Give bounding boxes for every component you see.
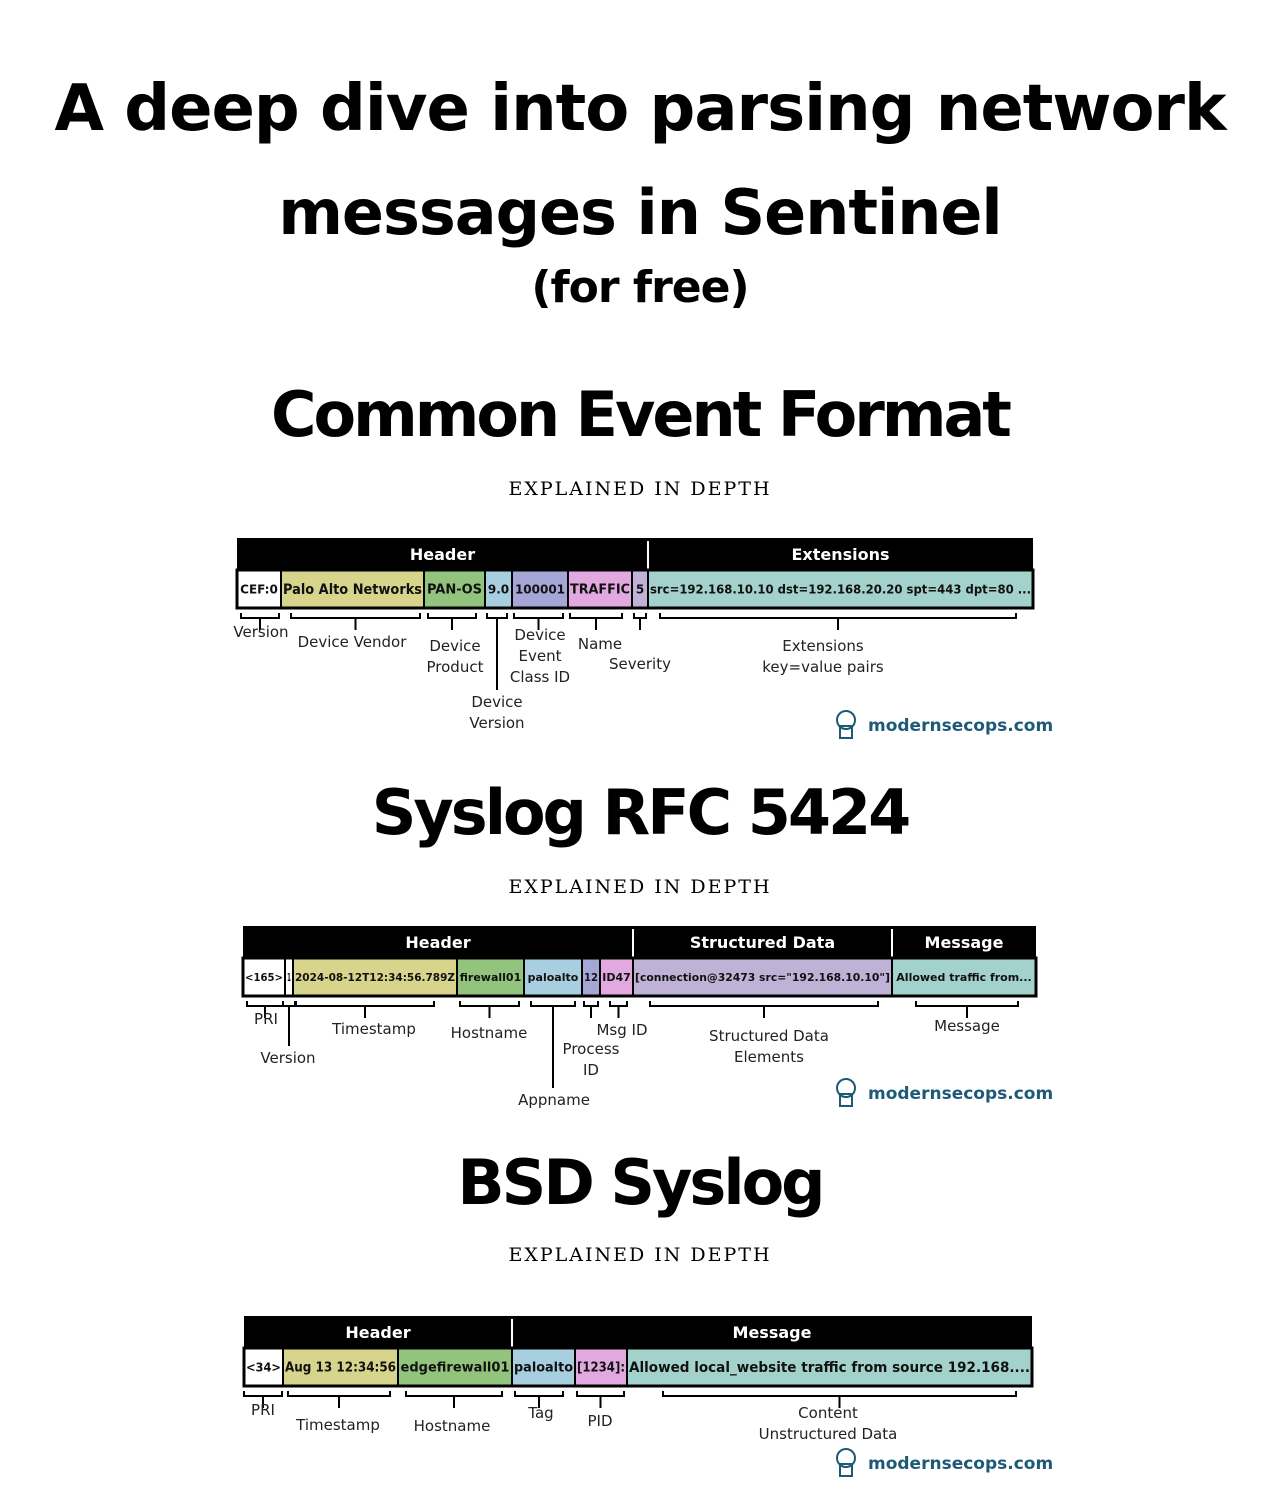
bsd-field-bracket bbox=[244, 1391, 282, 1396]
bsd-field-label: Tag bbox=[528, 1404, 554, 1422]
main-title-line-2: messages in Sentinel bbox=[278, 176, 1002, 249]
cef-field-bracket bbox=[241, 613, 279, 618]
cef-field-value: PAN-OS bbox=[426, 582, 483, 598]
cef-field-value: 100001 bbox=[514, 582, 566, 597]
cef-field-bracket bbox=[660, 613, 1016, 618]
bsd-field-value: paloalto bbox=[514, 1360, 574, 1376]
cef-field-value: Palo Alto Networks bbox=[283, 582, 422, 599]
rfc5424-field-value: paloalto bbox=[527, 970, 579, 984]
bsd-field-value: Allowed local_website traffic from source 192.168.... bbox=[629, 1360, 1030, 1377]
rfc5424-field-bracket bbox=[460, 1001, 519, 1006]
bsd-field-bracket bbox=[577, 1391, 624, 1396]
bsd-diagram bbox=[244, 1316, 1053, 1476]
cef-field-label: Version bbox=[233, 623, 289, 641]
cef-field-value: 5 bbox=[635, 582, 645, 597]
cef-brand-logo bbox=[837, 711, 1053, 738]
rfc5424-field-label: Version bbox=[260, 1049, 316, 1067]
rfc5424-field-value: [connection@32473 src="192.168.10.10"] bbox=[635, 970, 890, 984]
cef-field-bracket bbox=[487, 613, 507, 618]
bsd-field-value: [1234]: bbox=[577, 1360, 625, 1376]
cef-field-bracket bbox=[514, 613, 563, 618]
bsd-section-title: BSD Syslog bbox=[457, 1146, 823, 1219]
rfc5424-section-subtitle: EXPLAINED IN DEPTH bbox=[508, 876, 772, 898]
rfc5424-field-bracket bbox=[296, 1001, 434, 1006]
cef-field-label: Severity bbox=[609, 655, 671, 673]
rfc5424-field-bracket bbox=[610, 1001, 627, 1006]
cef-field-label: Device Vendor bbox=[297, 633, 407, 651]
cef-field-bracket bbox=[291, 613, 420, 618]
bsd-header-label: Header bbox=[345, 1323, 411, 1342]
bsd-field-label: PRI bbox=[251, 1401, 275, 1419]
main-title-line-1: A deep dive into parsing network bbox=[54, 72, 1226, 146]
cef-field-value: 9.0 bbox=[487, 582, 510, 597]
cef-field-bracket bbox=[428, 613, 476, 618]
bsd-field-label: PID bbox=[587, 1412, 613, 1430]
rfc5424-header-label: Structured Data bbox=[689, 933, 836, 952]
cef-field-label: Extensions key=value pairs bbox=[762, 637, 884, 676]
cef-field-label: Device Event Class ID bbox=[509, 626, 571, 686]
rfc5424-field-value: 1 bbox=[287, 970, 291, 984]
rfc5424-field-value: Allowed traffic from... bbox=[896, 970, 1032, 984]
rfc5424-header-label: Header bbox=[405, 933, 471, 952]
bsd-header-label: Message bbox=[732, 1323, 812, 1342]
rfc5424-header-label: Message bbox=[924, 933, 1004, 952]
bsd-field-label: Timestamp bbox=[296, 1416, 380, 1434]
rfc5424-field-bracket bbox=[584, 1001, 598, 1006]
rfc5424-diagram bbox=[243, 926, 1053, 1109]
main-title-line-3: (for free) bbox=[531, 262, 749, 313]
rfc5424-brand-text: modernsecops.com bbox=[868, 1084, 1054, 1104]
cef-field-bracket bbox=[634, 613, 646, 618]
cef-field-label: Device Product bbox=[426, 637, 484, 676]
bsd-field-bracket bbox=[406, 1391, 502, 1396]
rfc5424-field-value: <165> bbox=[245, 970, 283, 984]
rfc5424-field-label: Hostname bbox=[450, 1024, 528, 1042]
bsd-brand-logo bbox=[837, 1449, 1053, 1476]
bsd-field-value: Aug 13 12:34:56 bbox=[285, 1360, 396, 1376]
cef-header-bar bbox=[237, 538, 1033, 570]
rfc5424-field-bracket bbox=[916, 1001, 1018, 1006]
rfc5424-header-bar bbox=[243, 926, 1036, 958]
cef-header-label: Extensions bbox=[791, 545, 890, 564]
rfc5424-field-value: 2024-08-12T12:34:56.789Z bbox=[295, 970, 456, 984]
cef-header-label: Header bbox=[409, 545, 476, 564]
bsd-field-label: Hostname bbox=[413, 1417, 491, 1435]
rfc5424-field-label: Msg ID bbox=[596, 1021, 648, 1039]
cef-field-value: src=192.168.10.10 dst=192.168.20.20 spt=443 dpt=80 ... bbox=[650, 582, 1031, 597]
cef-field-label: Name bbox=[577, 635, 623, 653]
cef-field-value: TRAFFIC bbox=[570, 582, 630, 598]
rfc5424-field-value: firewall01 bbox=[459, 970, 522, 984]
bsd-field-label: Content Unstructured Data bbox=[758, 1404, 898, 1443]
rfc5424-field-label: PRI bbox=[254, 1010, 278, 1028]
rfc5424-field-bracket bbox=[283, 1001, 295, 1006]
cef-diagram bbox=[233, 538, 1053, 738]
cef-section-subtitle: EXPLAINED IN DEPTH bbox=[508, 478, 772, 500]
cef-field-bracket bbox=[570, 613, 622, 618]
rfc5424-brand-logo bbox=[837, 1079, 1053, 1106]
cef-section-title: Common Event Format bbox=[271, 378, 1009, 451]
rfc5424-field-label: Process ID bbox=[562, 1040, 620, 1079]
rfc5424-field-label: Structured Data Elements bbox=[709, 1027, 829, 1066]
bsd-field-bracket bbox=[288, 1391, 390, 1396]
bsd-field-value: <34> bbox=[246, 1360, 281, 1375]
rfc5424-section-title: Syslog RFC 5424 bbox=[371, 776, 909, 849]
rfc5424-field-label: Appname bbox=[518, 1091, 590, 1109]
rfc5424-field-bracket bbox=[650, 1001, 878, 1006]
cef-brand-text: modernsecops.com bbox=[868, 716, 1054, 736]
cef-field-label: Device Version bbox=[469, 693, 525, 732]
bsd-field-bracket bbox=[515, 1391, 563, 1396]
cef-field-value: CEF:0 bbox=[240, 582, 278, 597]
rfc5424-field-label: Timestamp bbox=[332, 1020, 416, 1038]
rfc5424-field-bracket bbox=[531, 1001, 575, 1006]
bsd-section-subtitle: EXPLAINED IN DEPTH bbox=[508, 1244, 772, 1266]
bsd-brand-text: modernsecops.com bbox=[868, 1454, 1054, 1474]
bsd-field-value: edgefirewall01 bbox=[400, 1360, 510, 1376]
rfc5424-field-value: ID47 bbox=[602, 970, 631, 984]
rfc5424-field-bracket bbox=[247, 1001, 283, 1006]
rfc5424-field-value: 12 bbox=[584, 970, 598, 984]
rfc5424-field-label: Message bbox=[934, 1017, 1000, 1035]
bsd-field-bracket bbox=[663, 1391, 1016, 1396]
